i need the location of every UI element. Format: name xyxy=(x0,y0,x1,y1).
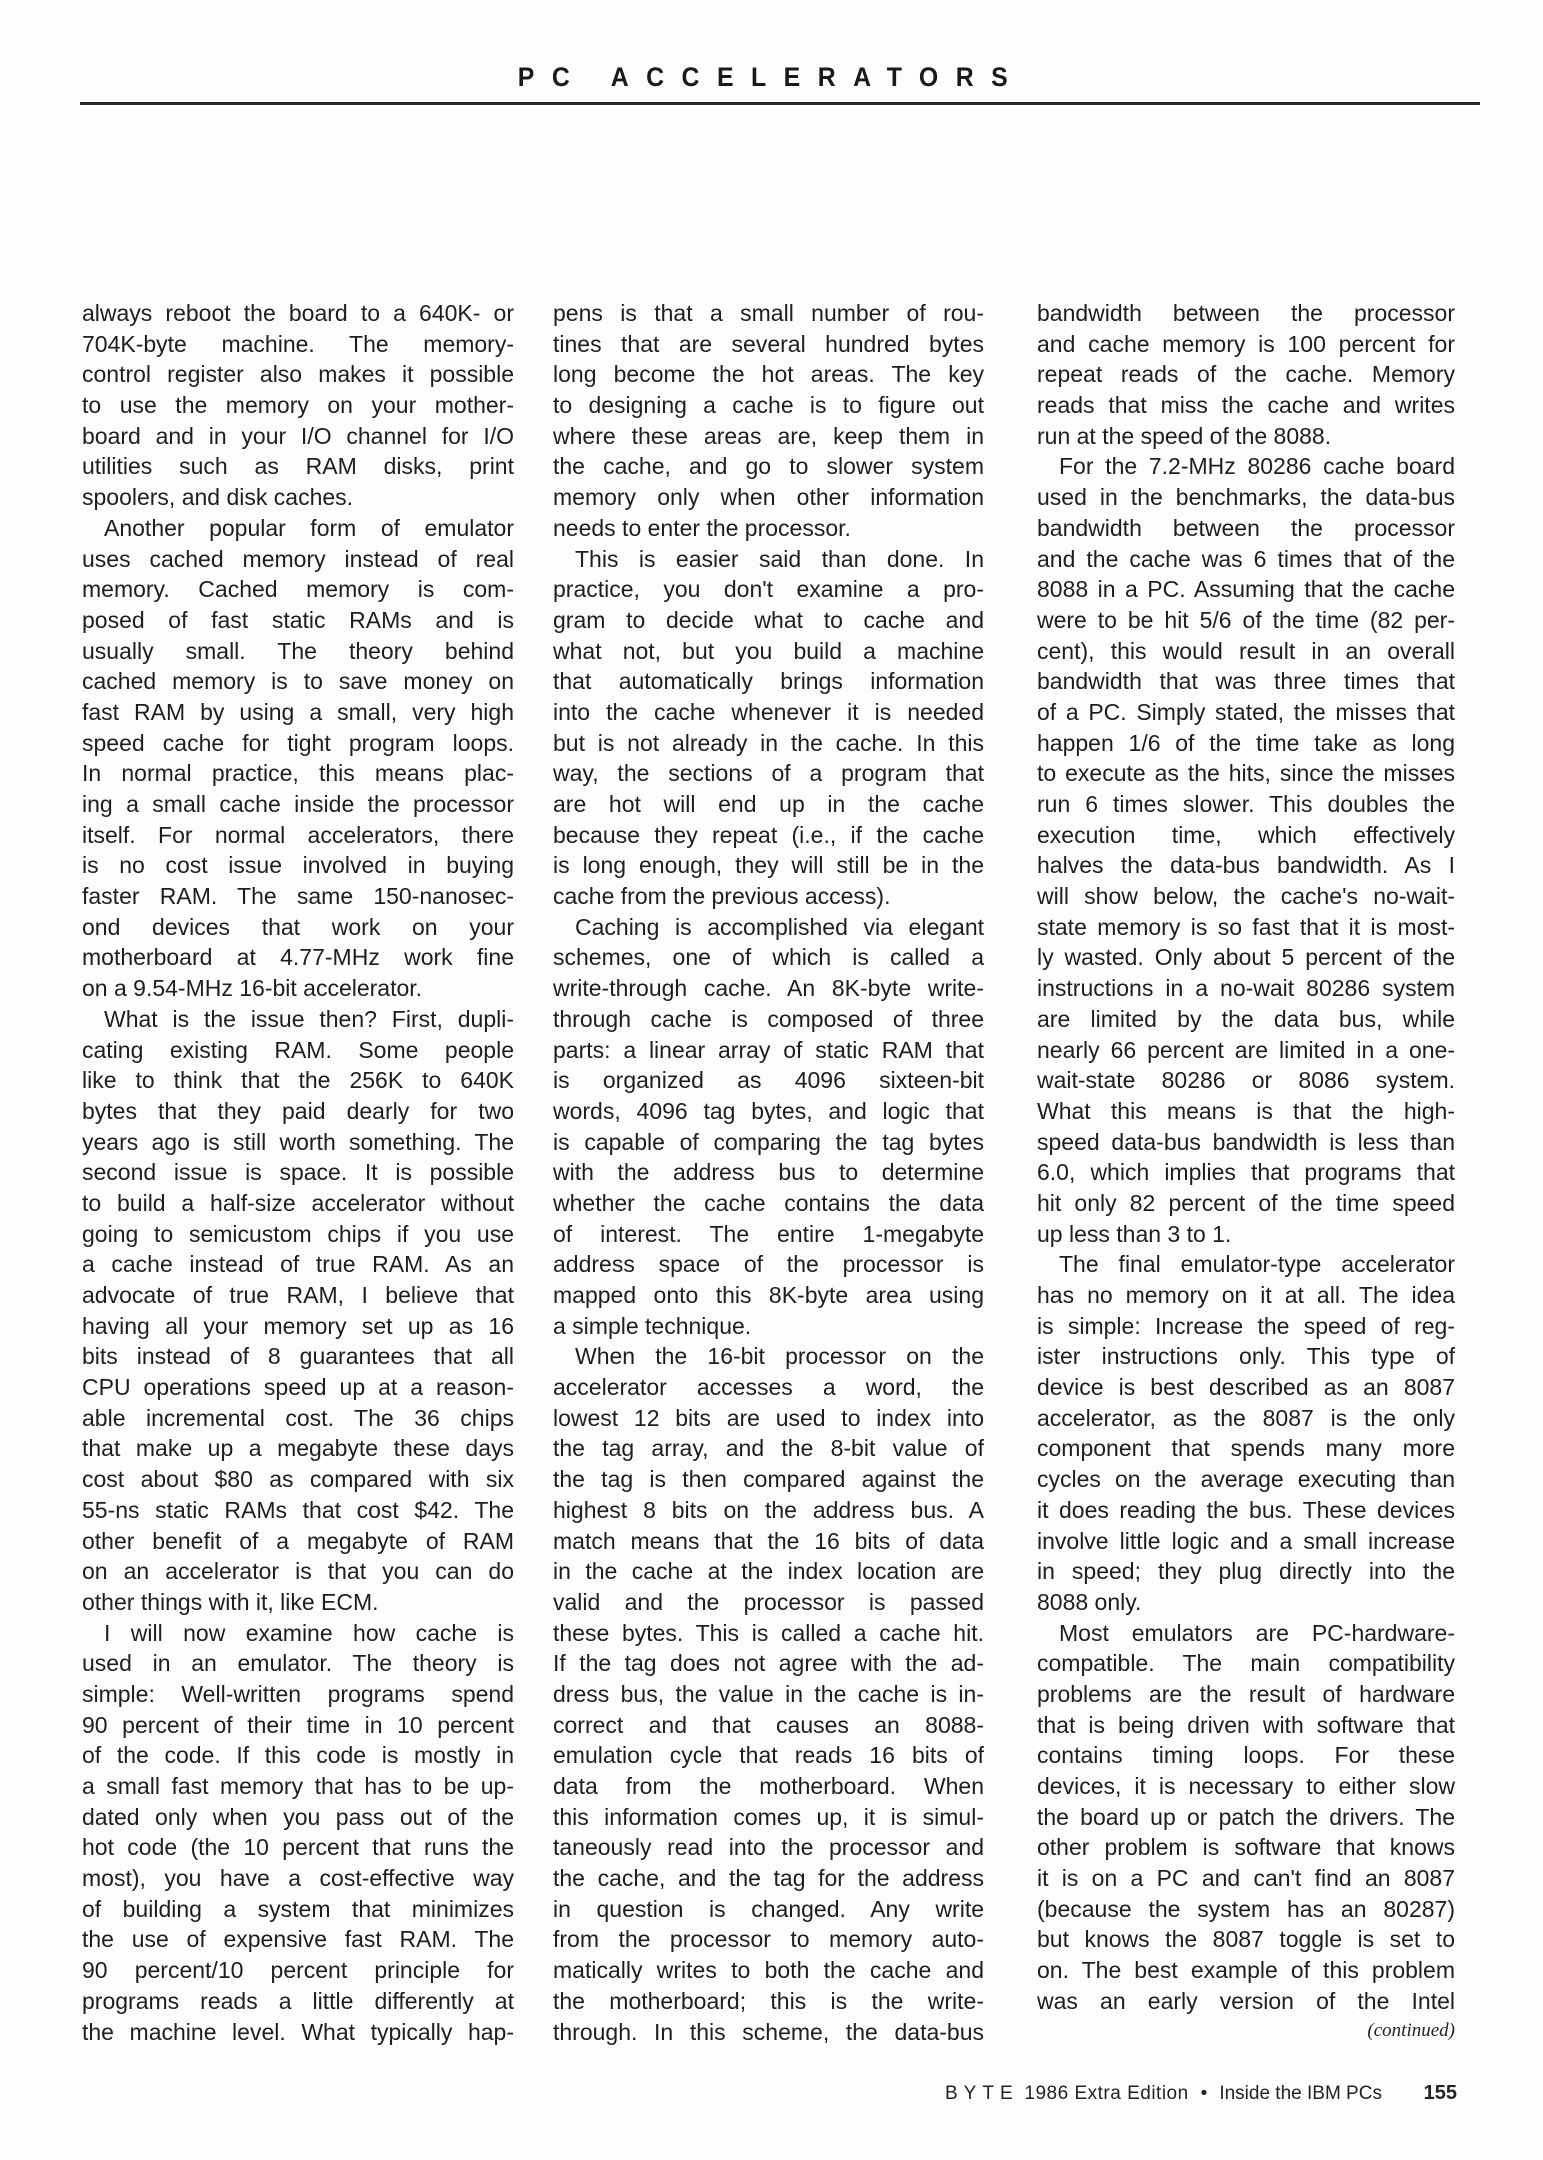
text-line: the cache, and the tag for the address xyxy=(553,1865,984,1892)
text-line: like to think that the 256K to 640K xyxy=(82,1067,514,1094)
text-line: gram to decide what to cache and xyxy=(553,606,984,633)
text-line: simple: Well-written programs spend xyxy=(82,1680,514,1707)
text-line: cating existing RAM. Some people xyxy=(82,1036,514,1063)
text-line: but knows the 8087 toggle is set to xyxy=(1037,1926,1455,1953)
text-line: 55-ns static RAMs that cost $42. The xyxy=(82,1496,514,1523)
text-line: component that spends many more xyxy=(1037,1435,1455,1462)
text-line: device is best described as an 8087 xyxy=(1037,1374,1455,1401)
text-line: the use of expensive fast RAM. The xyxy=(82,1926,514,1953)
text-line: bandwidth between the processor xyxy=(1037,514,1455,541)
text-line: to use the memory on your mother- xyxy=(82,392,514,419)
text-line: most), you have a cost-effective way xyxy=(82,1865,514,1892)
text-line: bits instead of 8 guarantees that all xyxy=(82,1343,514,1370)
text-line: through. In this scheme, the data-bus xyxy=(553,2018,984,2045)
text-line: up less than 3 to 1. xyxy=(1037,1220,1232,1247)
text-line: CPU operations speed up at a reason- xyxy=(82,1374,514,1401)
text-line: was an early version of the Intel xyxy=(1037,1987,1455,2014)
text-line: always reboot the board to a 640K- or xyxy=(82,300,514,326)
text-line: of a PC. Simply stated, the misses that xyxy=(1037,698,1455,725)
text-line: a cache instead of true RAM. As an xyxy=(82,1251,514,1278)
text-line: memory only when other information xyxy=(553,484,984,511)
text-line: to build a half-size accelerator without xyxy=(82,1189,514,1216)
footer-publication xyxy=(945,2083,1189,2105)
text-line: spoolers, and disk caches. xyxy=(82,484,354,511)
text-line: advocate of true RAM, I believe that xyxy=(82,1282,514,1308)
footer-magazine-name: BYTE xyxy=(945,2083,1019,2104)
text-line: contains timing loops. For these xyxy=(1037,1742,1455,1769)
text-column-2 xyxy=(553,298,984,2047)
text-line: cycles on the average executing than xyxy=(1037,1466,1455,1493)
text-line: whether the cache contains the data xyxy=(553,1189,984,1216)
text-line: is long enough, they will still be in the xyxy=(553,852,984,879)
text-line: 6.0, which implies that programs that xyxy=(1037,1159,1455,1186)
text-line: The final emulator-type accelerator xyxy=(1059,1251,1455,1278)
text-line: 90 percent of their time in 10 percent xyxy=(82,1711,514,1738)
text-line: will show below, the cache's no-wait- xyxy=(1037,883,1455,910)
text-line: involve little logic and a small increase xyxy=(1037,1527,1455,1554)
text-line: is no cost issue involved in buying xyxy=(82,852,514,879)
footer-section: Inside the IBM PCs xyxy=(1219,2083,1382,2104)
text-line: able incremental cost. The 36 chips xyxy=(82,1404,514,1431)
header-rule-divider xyxy=(80,102,1480,105)
text-line: matically writes to both the cache and xyxy=(553,1957,984,1984)
text-line: is capable of comparing the tag bytes xyxy=(553,1128,984,1155)
text-line: the tag is then compared against the xyxy=(553,1466,984,1493)
text-line: run 6 times slower. This doubles the xyxy=(1037,791,1455,817)
text-line: write-through cache. An 8K-byte write- xyxy=(553,975,984,1002)
text-line: second issue is space. It is possible xyxy=(82,1159,514,1186)
text-line: memory. Cached memory is com- xyxy=(82,576,514,603)
text-line: posed of fast static RAMs and is xyxy=(82,606,514,633)
text-line: uses cached memory instead of real xyxy=(82,545,514,572)
text-column-3 xyxy=(1037,298,1455,2017)
text-line: used in an emulator. The theory is xyxy=(82,1650,514,1677)
text-line: used in the benchmarks, the data-bus xyxy=(1037,484,1455,511)
text-line: bandwidth between the processor xyxy=(1037,300,1455,326)
text-line: where these areas are, keep them in xyxy=(553,422,984,449)
text-line: speed cache for tight program loops. xyxy=(82,729,514,756)
text-line: halves the data-bus bandwidth. As I xyxy=(1037,852,1455,879)
text-line: Another popular form of emulator xyxy=(104,514,514,541)
footer-bullet-separator: • xyxy=(1200,2083,1208,2104)
text-line: other things with it, like ECM. xyxy=(82,1588,379,1615)
text-line: correct and that causes an 8088- xyxy=(553,1711,984,1738)
text-line: 90 percent/10 percent principle for xyxy=(82,1957,514,1984)
continued-label: (continued) xyxy=(1367,2020,1455,2041)
text-line: but is not already in the cache. In this xyxy=(553,729,984,756)
text-line: ing a small cache inside the processor xyxy=(82,791,514,817)
text-line: needs to enter the processor. xyxy=(553,514,851,541)
text-line: in the cache at the index location are xyxy=(553,1558,984,1585)
text-line: that automatically brings information xyxy=(553,668,984,695)
text-line: with the address bus to determine xyxy=(553,1159,984,1186)
text-line: run at the speed of the 8088. xyxy=(1037,422,1332,449)
text-line: is organized as 4096 sixteen-bit xyxy=(553,1067,984,1094)
text-line: valid and the processor is passed xyxy=(553,1588,984,1615)
text-line: problems are the result of hardware xyxy=(1037,1680,1455,1707)
text-line: pens is that a small number of rou- xyxy=(553,300,984,326)
text-line: cached memory is to save money on xyxy=(82,668,514,695)
text-line: accelerator accesses a word, the xyxy=(553,1374,984,1401)
text-line: state memory is so fast that it is most- xyxy=(1037,913,1455,940)
text-line: and the cache was 6 times that of the xyxy=(1037,545,1455,572)
text-line: instructions in a no-wait 80286 system xyxy=(1037,975,1455,1002)
text-line: I will now examine how cache is xyxy=(104,1619,514,1646)
text-line: lowest 12 bits are used to index into xyxy=(553,1404,984,1431)
text-line: of the code. If this code is mostly in xyxy=(82,1742,514,1769)
text-line: execution time, which effectively xyxy=(1037,821,1455,848)
text-line: a small fast memory that has to be up- xyxy=(82,1773,514,1799)
text-line: compatible. The main compatibility xyxy=(1037,1650,1455,1677)
text-line: it is on a PC and can't find an 8087 xyxy=(1037,1865,1455,1892)
text-line: these bytes. This is called a cache hit. xyxy=(553,1619,984,1646)
text-line: For the 7.2-MHz 80286 cache board xyxy=(1059,453,1455,480)
text-line: this information comes up, it is simul- xyxy=(553,1803,984,1830)
text-line: Caching is accomplished via elegant xyxy=(575,913,984,940)
text-line: in speed; they plug directly into the xyxy=(1037,1558,1455,1585)
text-line: taneously read into the processor and xyxy=(553,1834,984,1861)
text-line: nearly 66 percent are limited in a one- xyxy=(1037,1036,1455,1063)
text-line: to execute as the hits, since the misses xyxy=(1037,760,1455,787)
text-line: schemes, one of which is called a xyxy=(553,944,984,971)
text-line: words, 4096 tag bytes, and logic that xyxy=(553,1097,984,1124)
text-line: into the cache whenever it is needed xyxy=(553,698,984,725)
text-line: In normal practice, this means plac- xyxy=(82,760,514,787)
text-line: bandwidth that was three times that xyxy=(1037,668,1455,695)
text-line: were to be hit 5/6 of the time (82 per- xyxy=(1037,606,1455,633)
text-line: What this means is that the high- xyxy=(1037,1097,1455,1124)
text-line: has no memory on it at all. The idea xyxy=(1037,1282,1455,1308)
text-line: long become the hot areas. The key xyxy=(553,361,984,388)
text-line: speed data-bus bandwidth is less than xyxy=(1037,1128,1455,1155)
text-line: because they repeat (i.e., if the cache xyxy=(553,821,984,848)
text-line: what not, but you build a machine xyxy=(553,637,984,664)
text-line: to designing a cache is to figure out xyxy=(553,392,984,419)
text-line: address space of the processor is xyxy=(553,1251,984,1278)
text-line: and cache memory is 100 percent for xyxy=(1037,330,1455,357)
text-line: 704K-byte machine. The memory- xyxy=(82,330,514,357)
text-line: 8088 only. xyxy=(1037,1588,1142,1615)
text-line: usually small. The theory behind xyxy=(82,637,514,664)
text-line: tines that are several hundred bytes xyxy=(553,330,984,357)
text-line: motherboard at 4.77-MHz work fine xyxy=(82,944,514,971)
text-line: from the processor to memory auto- xyxy=(553,1926,984,1953)
text-line: through cache is composed of three xyxy=(553,1005,984,1032)
text-line: fast RAM by using a small, very high xyxy=(82,698,514,725)
text-line: a simple technique. xyxy=(553,1312,752,1339)
text-line: devices, it is necessary to either slow xyxy=(1037,1773,1455,1799)
running-header-title: PC ACCELERATORS xyxy=(517,62,1026,92)
text-line: practice, you don't examine a pro- xyxy=(553,576,984,603)
text-line: hit only 82 percent of the time speed xyxy=(1037,1189,1455,1216)
text-line: on. The best example of this problem xyxy=(1037,1957,1455,1984)
text-line: the machine level. What typically hap- xyxy=(82,2018,514,2045)
text-line: having all your memory set up as 16 xyxy=(82,1312,514,1339)
text-column-1 xyxy=(82,298,514,2047)
text-line: way, the sections of a program that xyxy=(553,760,984,787)
text-line: Most emulators are PC-hardware- xyxy=(1059,1619,1455,1646)
text-line: faster RAM. The same 150-nanosec- xyxy=(82,883,514,910)
text-line: in question is changed. Any write xyxy=(553,1895,984,1922)
text-line: other problem is software that knows xyxy=(1037,1834,1455,1861)
text-line: mapped onto this 8K-byte area using xyxy=(553,1282,984,1308)
text-line: (because the system has an 80287) xyxy=(1037,1895,1455,1922)
text-line: highest 8 bits on the address bus. A xyxy=(553,1496,984,1523)
text-line: other benefit of a megabyte of RAM xyxy=(82,1527,514,1554)
page-number: 155 xyxy=(1423,2082,1457,2104)
text-line: that is being driven with software that xyxy=(1037,1711,1455,1738)
text-line: of interest. The entire 1-megabyte xyxy=(553,1220,984,1247)
text-line: This is easier said than done. In xyxy=(575,545,984,572)
text-line: bytes that they paid dearly for two xyxy=(82,1097,514,1124)
text-line: repeat reads of the cache. Memory xyxy=(1037,361,1455,388)
text-line: dress bus, the value in the cache is in- xyxy=(553,1680,984,1707)
text-line: cent), this would result in an overall xyxy=(1037,637,1455,664)
text-line: When the 16-bit processor on the xyxy=(575,1343,984,1370)
text-line: the tag array, and the 8-bit value of xyxy=(553,1435,984,1462)
text-line: are limited by the data bus, while xyxy=(1037,1005,1455,1032)
text-line: dated only when you pass out of the xyxy=(82,1803,514,1830)
text-line: utilities such as RAM disks, print xyxy=(82,453,514,480)
text-line: cache from the previous access). xyxy=(553,883,891,910)
footer-issue: 1986 Extra Edition xyxy=(1024,2083,1189,2104)
text-line: data from the motherboard. When xyxy=(553,1773,984,1799)
text-line: board and in your I/O channel for I/O xyxy=(82,422,514,449)
text-line: cost about $80 as compared with six xyxy=(82,1466,514,1493)
text-line: ond devices that work on your xyxy=(82,913,514,940)
text-line: the cache, and go to slower system xyxy=(553,453,984,480)
text-line: ly wasted. Only about 5 percent of the xyxy=(1037,944,1455,971)
text-line: on a 9.54-MHz 16-bit accelerator. xyxy=(82,975,423,1002)
text-line: ister instructions only. This type of xyxy=(1037,1343,1455,1370)
text-line: programs reads a little differently at xyxy=(82,1987,514,2014)
text-line: of building a system that minimizes xyxy=(82,1895,514,1922)
text-line: happen 1/6 of the time take as long xyxy=(1037,729,1455,756)
text-line: 8088 in a PC. Assuming that the cache xyxy=(1037,576,1455,603)
text-line: wait-state 80286 or 8086 system. xyxy=(1037,1067,1455,1094)
text-line: going to semicustom chips if you use xyxy=(82,1220,514,1247)
text-line: match means that the 16 bits of data xyxy=(553,1527,984,1554)
text-line: that make up a megabyte these days xyxy=(82,1435,514,1462)
text-line: are hot will end up in the cache xyxy=(553,791,984,817)
text-line: hot code (the 10 percent that runs the xyxy=(82,1834,514,1861)
text-line: is simple: Increase the speed of reg- xyxy=(1037,1312,1455,1339)
text-line: emulation cycle that reads 16 bits of xyxy=(553,1742,984,1769)
text-line: on an accelerator is that you can do xyxy=(82,1558,514,1585)
text-line: parts: a linear array of static RAM that xyxy=(553,1036,984,1063)
page-footer xyxy=(945,2082,1457,2105)
text-line: years ago is still worth something. The xyxy=(82,1128,514,1155)
text-line: reads that miss the cache and writes xyxy=(1037,392,1455,419)
text-line: control register also makes it possible xyxy=(82,361,514,388)
text-line: the motherboard; this is the write- xyxy=(553,1987,984,2014)
text-line: What is the issue then? First, dupli- xyxy=(104,1005,514,1032)
text-line: If the tag does not agree with the ad- xyxy=(553,1650,984,1677)
text-line: accelerator, as the 8087 is the only xyxy=(1037,1404,1455,1431)
text-line: itself. For normal accelerators, there xyxy=(82,821,514,848)
text-line: the board up or patch the drivers. The xyxy=(1037,1803,1455,1830)
text-line: it does reading the bus. These devices xyxy=(1037,1496,1455,1523)
